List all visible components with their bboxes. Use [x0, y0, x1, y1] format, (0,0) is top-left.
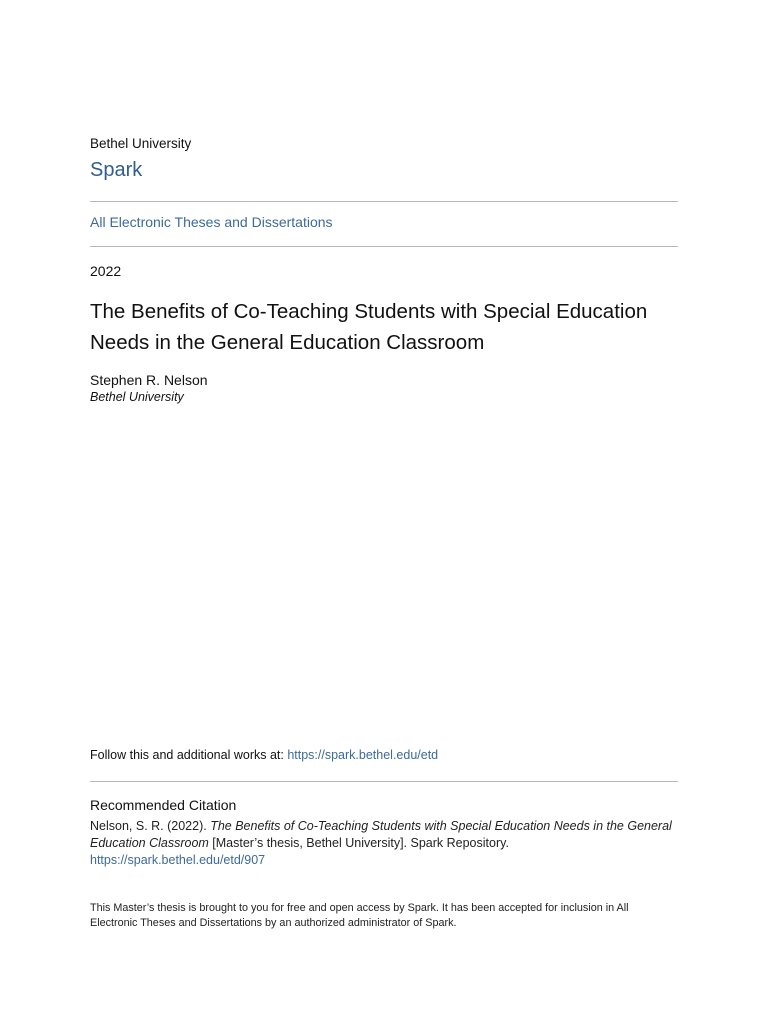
citation-link[interactable]: https://spark.bethel.edu/etd/907 — [90, 853, 266, 867]
author-affiliation: Bethel University — [90, 390, 184, 404]
institution-name: Bethel University — [90, 136, 192, 151]
citation-title: The Benefits of Co-Teaching Students with Special Education Needs in the General Education Classroom — [90, 819, 672, 850]
follow-link[interactable]: https://spark.bethel.edu/etd — [287, 748, 439, 762]
repository-link[interactable]: Spark — [90, 159, 143, 181]
divider-middle — [90, 246, 678, 247]
access-notice: This Master’s thesis is brought to you for free and open access by Spark. It has been accepted for inclusion in All Electronic Theses and Dissertations by an authorized administrator of Spark. — [90, 902, 629, 929]
recommended-citation-heading: Recommended Citation — [90, 797, 237, 813]
author-name: Stephen R. Nelson — [90, 372, 208, 388]
collection-link[interactable]: All Electronic Theses and Dissertations — [90, 214, 333, 230]
divider-bottom — [90, 781, 678, 782]
publication-year: 2022 — [90, 263, 122, 279]
follow-line — [90, 747, 438, 763]
divider-top — [90, 201, 678, 202]
citation-prefix: Nelson, S. R. (2022). — [90, 819, 211, 833]
cover-page — [90, 0, 678, 1024]
follow-label: Follow this and additional works at: — [90, 748, 288, 762]
citation-suffix: [Master’s thesis, Bethel University]. Spark Repository. — [208, 836, 509, 850]
citation-text — [90, 818, 678, 869]
document-title: The Benefits of Co-Teaching Students with Special Education Needs in the General Education Classroom — [90, 300, 648, 354]
